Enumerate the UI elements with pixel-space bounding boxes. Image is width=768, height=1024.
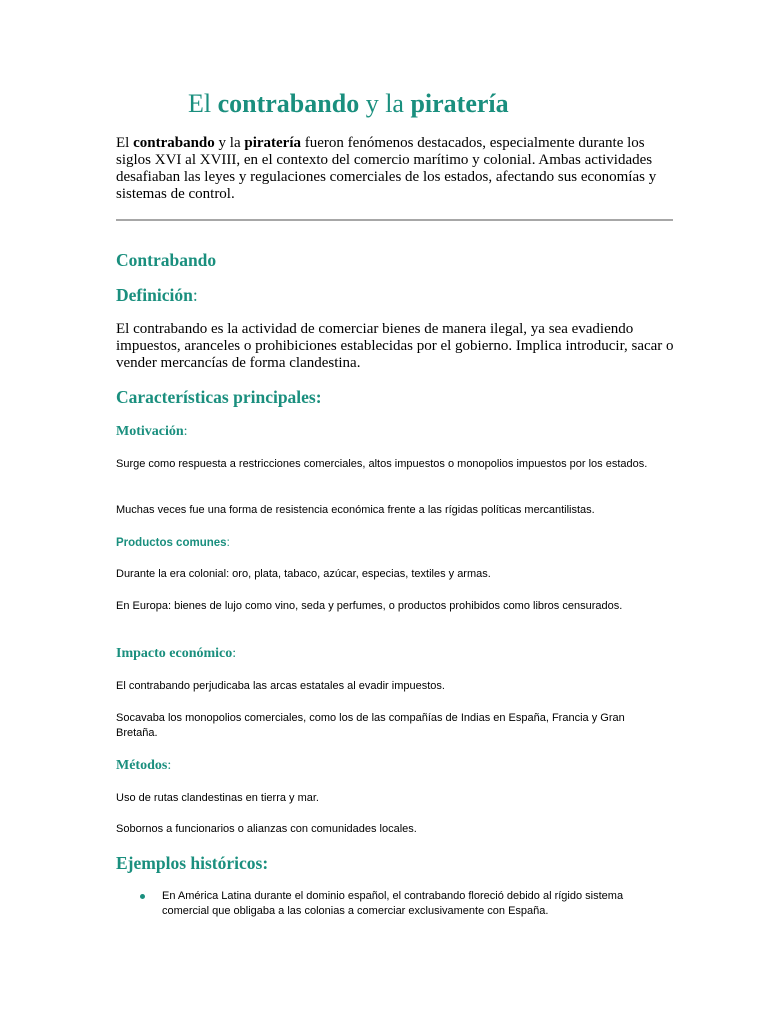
heading-productos-comunes: Productos comunes:: [116, 537, 230, 549]
intro-bold-pirateria: piratería: [244, 135, 302, 151]
motivacion-paragraph-2: Muchas veces fue una forma de resistencia económica frente a las rígidas políticas mercantilistas.: [116, 504, 595, 516]
impacto-paragraph-2: Socavaba los monopolios comerciales, como los de las compañías de Indias en España, Francia y Gran Bretaña.: [116, 712, 625, 739]
title-text: y la: [359, 89, 411, 118]
intro-bold-contrabando: contrabando: [133, 135, 215, 151]
heading-caracteristicas: Características principales:: [116, 387, 322, 407]
heading-motivacion: Motivación:: [116, 424, 188, 439]
heading-metodos: Métodos:: [116, 758, 172, 773]
heading-impacto-economico: Impacto económico:: [116, 646, 237, 661]
section-divider: [116, 219, 673, 221]
heading-ejemplos-historicos: Ejemplos históricos:: [116, 853, 269, 873]
title-bold-pirateria: piratería: [410, 89, 509, 118]
heading-contrabando: Contrabando: [116, 250, 217, 270]
motivacion-paragraph-1: Surge como respuesta a restricciones comerciales, altos impuestos o monopolios impuestos por los estados.: [116, 458, 648, 470]
metodos-paragraph-2: Sobornos a funcionarios o alianzas con comunidades locales.: [116, 823, 417, 835]
ejemplos-list: [116, 889, 636, 919]
impacto-paragraph-1: El contrabando perjudicaba las arcas estatales al evadir impuestos.: [116, 680, 445, 692]
list-item: En América Latina durante el dominio español, el contrabando floreció debido al rígido sistema comercial que obligaba a las colonias a comerciar exclusivamente con España.: [116, 889, 636, 919]
productos-paragraph-2: En Europa: bienes de lujo como vino, seda y perfumes, o productos prohibidos como libros censurados.: [116, 600, 623, 612]
title-text: El: [188, 89, 218, 118]
bullet-icon: [140, 894, 145, 899]
title-bold-contrabando: contrabando: [217, 89, 360, 118]
heading-definicion: Definición:: [116, 285, 198, 305]
metodos-paragraph-1: Uso de rutas clandestinas en tierra y mar.: [116, 792, 319, 804]
page-title: [188, 86, 509, 122]
definicion-paragraph: El contrabando es la actividad de comerciar bienes de manera ilegal, ya sea evadiendo impuestos, aranceles o prohibiciones establecidas por el gobierno. Implica introducir, sacar o vender mercancías de forma clandestina.: [116, 321, 674, 371]
intro-paragraph: El contrabando y la piratería fueron fenómenos destacados, especialmente durante los siglos XVI al XVIII, en el contexto del comercio marítimo y colonial. Ambas actividades desafiaban las leyes y regulaciones comerciales de los estados, afectando sus economías y sistemas de control.: [116, 135, 657, 202]
productos-paragraph-1: Durante la era colonial: oro, plata, tabaco, azúcar, especias, textiles y armas.: [116, 568, 491, 580]
